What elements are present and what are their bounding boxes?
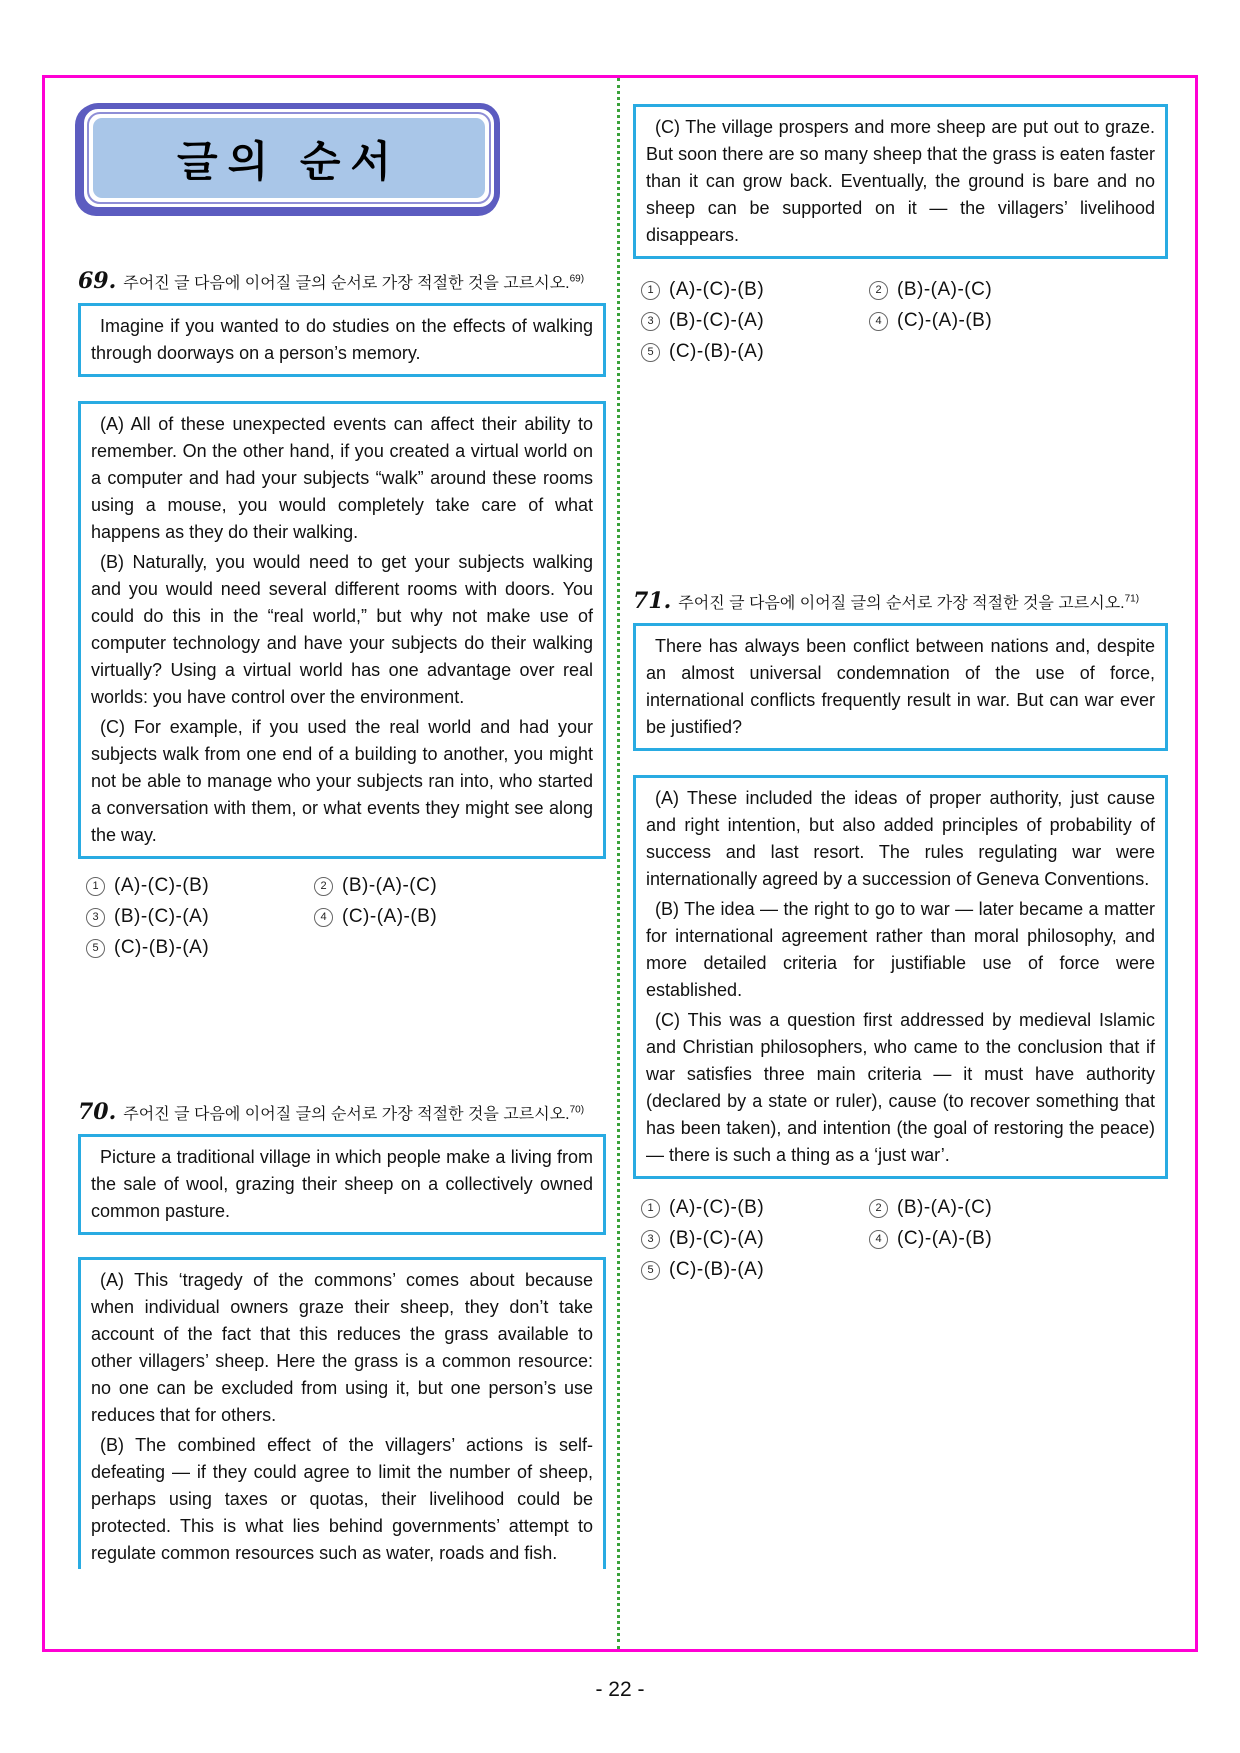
choice-label: (C)-(B)-(A) — [669, 341, 765, 362]
question-70-paragraph-b: (B) The combined effect of the villagers’ actions is self-defeating — if they could agree to limit the number of sheep, perhaps using taxes or quotas, their livelihood could be protected. This is what lies behind governments’ attempt to regulate common resources such as water, roads and fish. — [91, 1435, 593, 1563]
question-70-choice-4[interactable] — [869, 310, 1168, 332]
choice-label: (B)-(C)-(A) — [669, 310, 765, 331]
choice-label: (B)-(C)-(A) — [114, 906, 210, 927]
question-69-passage-box — [78, 401, 606, 859]
question-70-prompt: 주어진 글 다음에 이어질 글의 순서로 가장 적절한 것을 고르시오. — [123, 1106, 570, 1123]
choice-label: (C)-(B)-(A) — [669, 1259, 765, 1280]
question-69-footnote-ref: 69) — [569, 273, 585, 285]
circled-number-icon: 1 — [641, 1199, 660, 1218]
question-71-choice-1[interactable] — [641, 1197, 869, 1219]
question-71-choice-3[interactable] — [641, 1228, 869, 1250]
circled-number-icon: 1 — [641, 281, 660, 300]
question-70-given-box — [78, 1134, 606, 1235]
section-title: 글의 순서 — [93, 118, 485, 198]
circled-number-icon: 1 — [86, 877, 105, 896]
column-divider — [617, 78, 620, 1649]
choice-label: (B)-(A)-(C) — [897, 279, 993, 300]
choice-label: (B)-(A)-(C) — [342, 875, 438, 896]
circled-number-icon: 2 — [869, 281, 888, 300]
question-71-number: 71. — [633, 588, 672, 614]
question-71-prompt: 주어진 글 다음에 이어질 글의 순서로 가장 적절한 것을 고르시오. — [678, 595, 1125, 612]
question-69-paragraph-a: (A) All of these unexpected events can affect their ability to remember. On the other hand, if you created a virtual world on a computer and had your subjects “walk” around these rooms using a mouse, you would completely take care of what happens as they do their walking. — [91, 414, 593, 542]
question-69-paragraph-b: (B) Naturally, you would need to get your subjects walking and you would need several different rooms with doors. You could do this in the “real world,” but why not make use of computer technology and have your subjects do their walking virtually? Using a virtual world has one advantage over real worlds: you have control over the environment. — [91, 552, 593, 707]
question-69-prompt: 주어진 글 다음에 이어질 글의 순서로 가장 적절한 것을 고르시오. — [123, 275, 570, 292]
question-69-given-text: Imagine if you wanted to do studies on the effects of walking through doorways on a person’s memory. — [91, 316, 593, 363]
question-70-footnote-ref: 70) — [569, 1104, 585, 1116]
question-70-header — [78, 1099, 606, 1125]
question-69-paragraph-c: (C) For example, if you used the real world and had your subjects walk from one end of a building to another, you might not be able to manage who your subjects ran into, who started a conversation with them, or what events they might see along the way. — [91, 717, 593, 845]
question-69-choice-1[interactable] — [86, 875, 314, 897]
circled-number-icon: 4 — [314, 908, 333, 927]
question-70-choice-2[interactable] — [869, 279, 1168, 301]
circled-number-icon: 2 — [314, 877, 333, 896]
question-69-header — [78, 268, 606, 294]
question-69-choice-2[interactable] — [314, 875, 606, 897]
question-71-paragraph-c: (C) This was a question first addressed by medieval Islamic and Christian philosophers, who came to the conclusion that if war satisfies three main criteria — it must have authority (declared by a state or ruler), cause (to recover something that has been taken), and intention (the goal of restoring the peace) — there is such a thing as a ‘just war’. — [646, 1010, 1155, 1165]
choice-label: (A)-(C)-(B) — [669, 1197, 765, 1218]
question-70-choices — [633, 279, 1168, 363]
question-69-given-box — [78, 303, 606, 377]
question-70-choice-1[interactable] — [641, 279, 869, 301]
section-title-banner — [78, 103, 500, 213]
left-column — [78, 78, 606, 1569]
section-title-banner-ring — [87, 112, 491, 204]
circled-number-icon: 2 — [869, 1199, 888, 1218]
choice-label: (C)-(A)-(B) — [897, 310, 993, 331]
question-70-number: 70. — [78, 1099, 117, 1125]
choice-label: (C)-(B)-(A) — [114, 937, 210, 958]
question-71-choice-2[interactable] — [869, 1197, 1168, 1219]
choice-label: (A)-(C)-(B) — [669, 279, 765, 300]
question-69-number: 69. — [78, 268, 117, 294]
question-71-paragraph-b: (B) The idea — the right to go to war — later became a matter for international agreement rather than moral philosophy, and more detailed criteria for justifiable use of force were established. — [646, 899, 1155, 1000]
question-70-paragraph-a: (A) This ‘tragedy of the commons’ comes about because when individual owners graze their sheep, they don’t take account of the fact that this reduces the grass available to other villagers’ sheep. Here the grass is a common resource: no one can be excluded from using it, but one person’s use reduces that for others. — [91, 1270, 593, 1425]
question-71-header — [633, 588, 1168, 614]
question-70-given-text: Picture a traditional village in which people make a living from the sale of wool, grazing their sheep on a collectively owned common pasture. — [91, 1147, 593, 1221]
choice-label: (C)-(A)-(B) — [342, 906, 438, 927]
circled-number-icon: 3 — [86, 908, 105, 927]
question-71-given-box — [633, 623, 1168, 751]
question-71-given-text: There has always been conflict between nations and, despite an almost universal condemnation of the use of force, international conflicts frequently result in war. But can war ever be justified? — [646, 636, 1155, 737]
question-71-choice-5[interactable] — [641, 1259, 869, 1281]
question-70-choice-3[interactable] — [641, 310, 869, 332]
circled-number-icon: 4 — [869, 312, 888, 331]
circled-number-icon: 5 — [641, 343, 660, 362]
choice-label: (B)-(C)-(A) — [669, 1228, 765, 1249]
question-70-choice-5[interactable] — [641, 341, 869, 363]
question-71-passage-box — [633, 775, 1168, 1179]
circled-number-icon: 4 — [869, 1230, 888, 1249]
question-69-choice-5[interactable] — [86, 937, 314, 959]
question-71-footnote-ref: 71) — [1124, 593, 1140, 605]
circled-number-icon: 5 — [641, 1261, 660, 1280]
choice-label: (B)-(A)-(C) — [897, 1197, 993, 1218]
circled-number-icon: 3 — [641, 312, 660, 331]
question-71-choice-4[interactable] — [869, 1228, 1168, 1250]
question-70-passage-box-left — [78, 1257, 606, 1569]
circled-number-icon: 5 — [86, 939, 105, 958]
question-70-paragraph-c: (C) The village prospers and more sheep are put out to graze. But soon there are so many sheep that the grass is eaten faster than it can grow back. Eventually, the ground is bare and no sheep can be supported on it — the villagers’ livelihood disappears. — [646, 117, 1155, 245]
question-70-passage-box-right — [633, 104, 1168, 259]
question-69-choice-3[interactable] — [86, 906, 314, 928]
page-frame — [42, 75, 1198, 1652]
page-number: - 22 - — [595, 1678, 645, 1701]
question-71-choices — [633, 1197, 1168, 1281]
circled-number-icon: 3 — [641, 1230, 660, 1249]
question-69-choice-4[interactable] — [314, 906, 606, 928]
choice-label: (A)-(C)-(B) — [114, 875, 210, 896]
right-column — [633, 78, 1168, 1281]
choice-label: (C)-(A)-(B) — [897, 1228, 993, 1249]
question-71-paragraph-a: (A) These included the ideas of proper authority, just cause and right intention, but also added principles of probability of success and last resort. The rules regulating war were internationally agreed by a succession of Geneva Conventions. — [646, 788, 1155, 889]
question-69-choices — [78, 875, 606, 959]
